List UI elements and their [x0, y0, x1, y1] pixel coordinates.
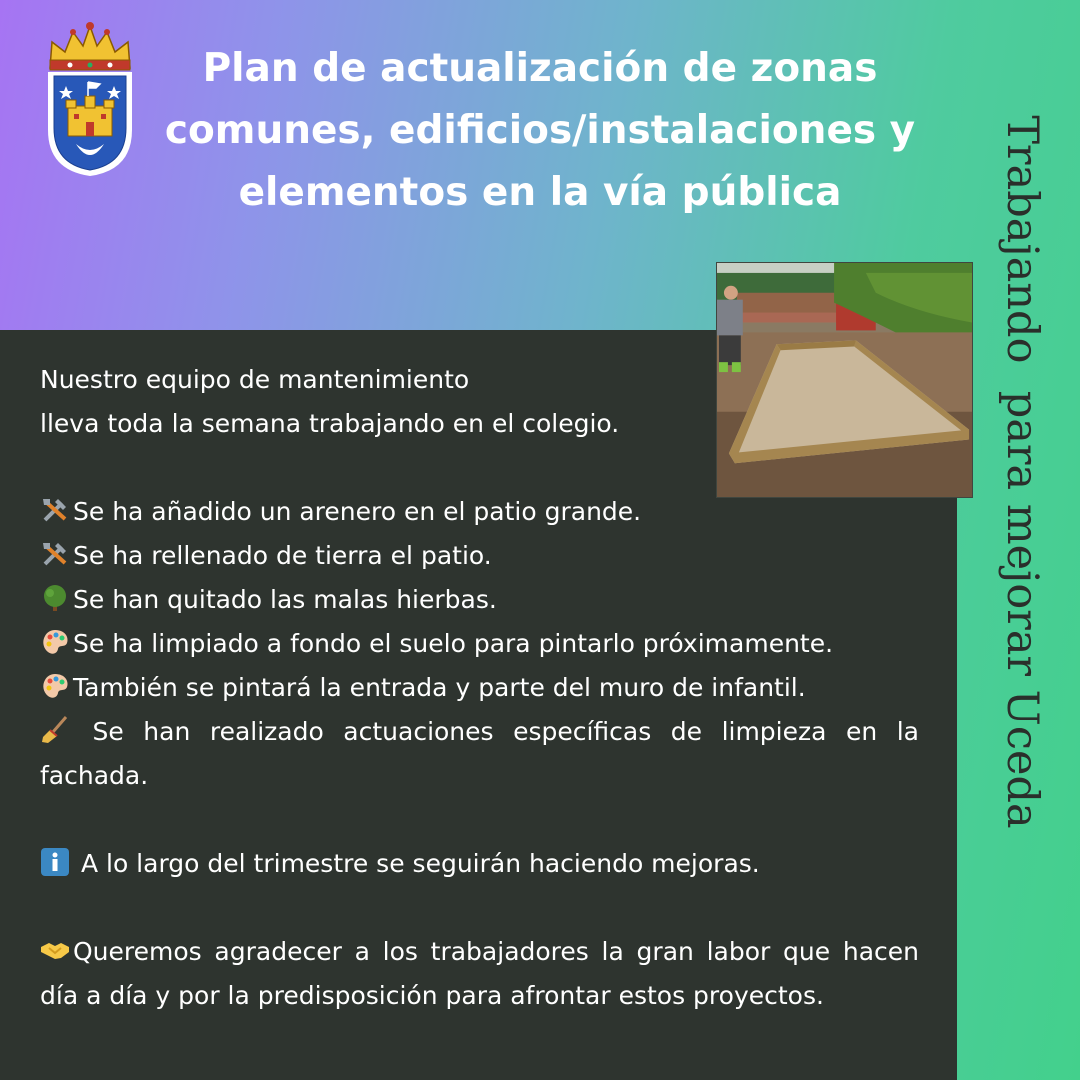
page-title: Plan de actualización de zonas comunes, edificios/instalaciones y elementos en la vía pública [164, 46, 916, 215]
info-note: A lo largo del trimestre se seguirán haciendo mejoras. [40, 842, 919, 886]
tools-icon [40, 495, 70, 525]
list-item: Se han quitado las malas hierbas. [40, 578, 919, 622]
list-item: Se ha añadido un arenero en el patio grande. [40, 490, 919, 534]
broom-icon [40, 715, 70, 745]
list-item: Se ha rellenado de tierra el patio. [40, 534, 919, 578]
tools-icon [40, 539, 70, 569]
tree-icon [40, 583, 70, 613]
coat-of-arms-logo [40, 20, 140, 180]
palette-icon [40, 627, 70, 657]
intro-line-1: Nuestro equipo de mantenimiento [40, 365, 470, 394]
announcement-text [40, 358, 919, 1018]
thanks-note: Queremos agradecer a los trabajadores la gran labor que hacen día a día y por la predisposición para afrontar estos proyectos. [40, 937, 919, 1010]
list-item: Se ha limpiado a fondo el suelo para pintarlo próximamente. [40, 622, 919, 666]
side-slogan: Trabajando para mejorar Uceda [997, 115, 1047, 829]
intro-line-2: lleva toda la semana trabajando en el colegio. [40, 409, 620, 438]
list-item: Se han realizado actuaciones específicas de limpieza en la fachada. [40, 717, 919, 790]
list-item: También se pintará la entrada y parte del muro de infantil. [40, 666, 919, 710]
info-icon [40, 847, 70, 877]
palette-icon [40, 671, 70, 701]
handshake-icon [40, 935, 70, 965]
